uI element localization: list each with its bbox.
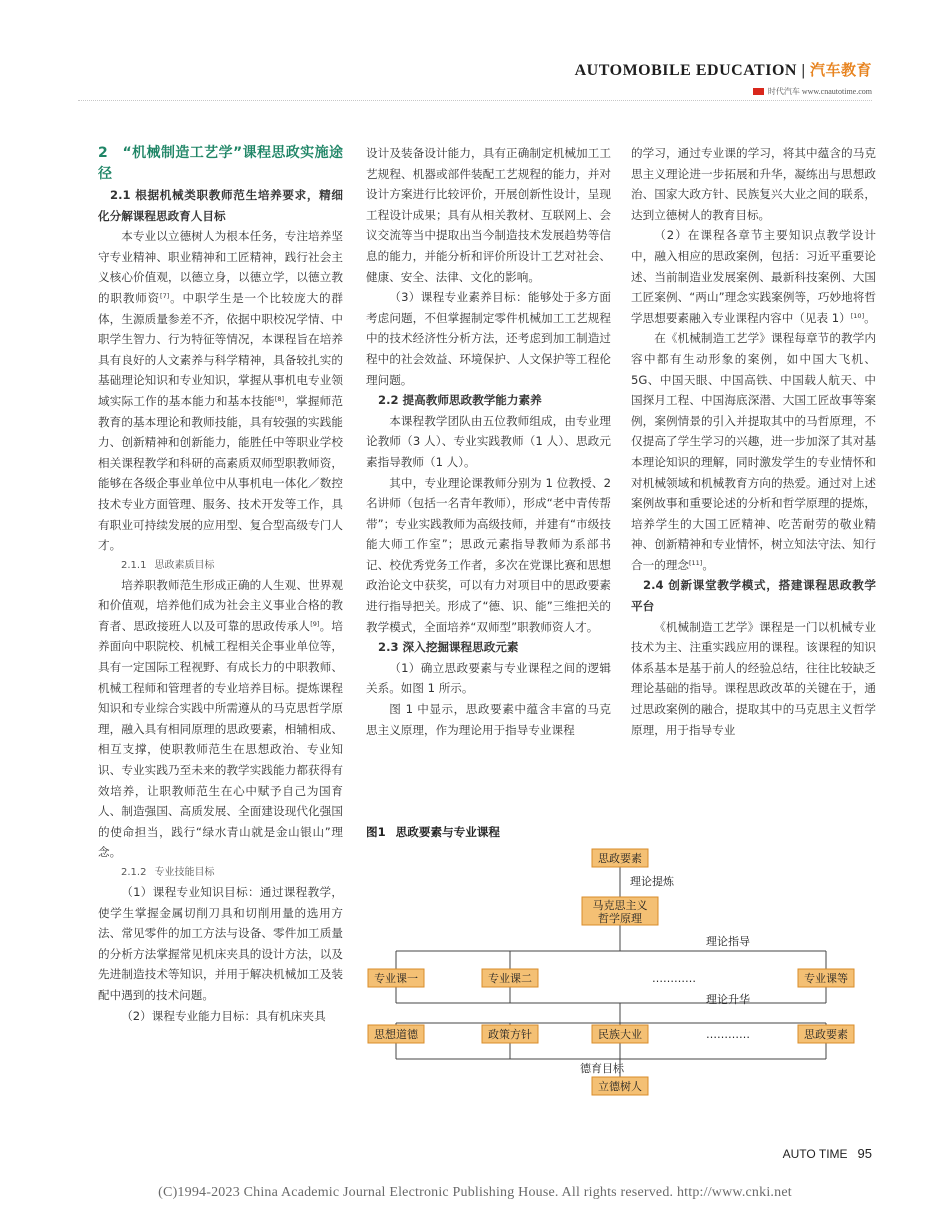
element-label: 思想道德 <box>374 1028 418 1041</box>
header-divider: | <box>801 62 806 79</box>
paragraph: 其中，专业理论课教师分别为 1 位教授、2 名讲师（包括一名青年教师），形成“老中青传帮带”；专业实践教师为高级技师，并建有“市级技能大师工作室”；思政元素指导教师为系部书记、校优秀党务工作者，多次在党课比赛和思想政治论文中获奖，可以有力对项目中的思政要素进行指导把关。形成了“德、识、能”三维把关的教学模式，全面培养“双师型”职教师资人才。 <box>366 475 611 634</box>
element-label: 政策方针 <box>488 1028 532 1041</box>
paragraph: 本专业以立德树人为根本任务，专注培养坚守专业精神、职业精神和工匠精神，践行社会主义核心价值观，以德立身，以德立学，以德立教的职教师资[7]。中职学生是一个比较庞大的群体，生源质量参差不齐，依据中职校况学情、中职学生智力、行为特征等情况，本课程旨在培养具有良好的人文素养与科学精神，具备较扎实的基础理论知识和专业知识，掌握从事机电专业领域实际工作的基本能力和基本技能[8]，掌握师范教育的基本理论和教师技能，具有较强的实践能力、创新精神和创新能力，能胜任中等职业学校相关课程教学和科研的高素质双师型职教师资，能够在各级企事业单位中从事机电一体化／数控技术专业方面管理、服务、技术开发等工作，具有职业可持续发展的应用型、复合型高级专门人才。 <box>98 229 343 553</box>
paragraph: 培养职教师范生形成正确的人生观、世界观和价值观，培养他们成为社会主义事业合格的教育者、思政接班人以及可靠的思政传承人[9]。培养面向中职院校、机械工程相关企事业单位等，具有一定国际工程视野、有成长力的中职教师、机械工程师和管理者的专业培养目标。提炼课程知识和专业综合实践中所需遵从的马克思哲学原理，融入具有相同原理的思政要素，相辅相成、相互支撑，使职教师范生在思想政治、专业知识、专业实践乃至未来的教学实践能力都获得有效培养，让职教师范生在心中赋予自己为国育人、制造强国、高质发展、全面建设现代化强国的使命担当，践行“绿水青山就是金山银山”理念。 <box>98 577 343 860</box>
paragraph: 《机械制造工艺学》课程是一门以机械专业技术为主、注重实践应用的课程。该课程的知识体系基本是基于前人的经验总结，往往比较缺乏理论基础的指导。课程思政改革的关键在于，通过思政案例的融合，提取其中的马克思主义哲学原理，用于指导专业 <box>631 619 876 737</box>
section-heading-2: 2 “机械制造工艺学”课程思政实施途径 <box>98 145 343 182</box>
paragraph: 图 1 中显示，思政要素中蕴含丰富的马克思主义原理，作为理论用于指导专业课程 <box>366 702 611 737</box>
course-label: 专业课二 <box>488 972 532 985</box>
figure-caption: 图1 思政要素与专业课程 <box>366 825 501 839</box>
box-top-label: 思政要素 <box>598 852 642 865</box>
journal-title-cn: 汽车教育 <box>809 61 872 79</box>
label-refine: 理论提炼 <box>630 875 674 888</box>
label-sublimate: 理论升华 <box>706 993 750 1006</box>
subsection-heading-2-3: 2.3 深入挖掘课程思政元素 <box>378 640 519 655</box>
paragraph: 在《机械制造工艺学》课程每章节的教学内容中都有生动形象的案例，如中国大飞机、5G、中国天眼、中国高铁、中国载人航天、中国探月工程、中国海底深潜、大国工匠故事等案例，案例情景的引入并提取其中的马哲原理，不仅提高了学生学习的兴趣，进一步加深了其对基本理论知识的理解，同时激发学生的专业情怀和对机械领域和机械教育方向的热爱。通过对上述案例故事和重要论述的分析和哲学原理的提炼，培养学生的大国工匠精神、吃苦耐劳的敬业精神、创新精神和专业情怀，树立知法守法、知行合一的理念[11]。 <box>631 331 876 572</box>
subsection-heading-2-1: 2.1 根据机械类职教师范生培养要求，精细化分解课程思政育人目标 <box>98 188 343 223</box>
paragraph: 设计及装备设计能力，具有正确制定机械加工工艺规程、机器或部件装配工艺规程的能力，并对设计方案进行比较评价，开展创新性设计，呈现工程设计成果；具有从相关教材、互联网上、会议交流等当中提取出当今制造技术发展趋势等信息的能力，并能分析和评价所设计工艺对社会、健康、安全、法律、文化的影响。 <box>366 146 611 284</box>
paragraph: （1）确立思政要素与专业课程之间的逻辑关系。如图 1 所示。 <box>366 660 611 696</box>
flow-diagram <box>366 845 876 1105</box>
subsection-heading-2-1-2: 2.1.2 专业技能目标 <box>121 867 215 878</box>
page-number: 95 <box>857 1146 872 1161</box>
journal-title-en: AUTOMOBILE EDUCATION <box>574 62 797 79</box>
box-marx-line1: 马克思主义 <box>592 899 648 912</box>
journal-header-title <box>575 59 872 80</box>
box-marx-line2: 哲学原理 <box>598 912 642 925</box>
element-label: 思政要素 <box>804 1028 848 1041</box>
label-goal: 德育目标 <box>580 1062 624 1075</box>
subsection-heading-2-1-1: 2.1.1 思政素质目标 <box>121 559 215 571</box>
footer-label: AUTO TIME <box>782 1147 848 1161</box>
text-column-2 <box>366 143 611 740</box>
page-footer <box>783 1146 872 1161</box>
ellipsis-courses: ………… <box>652 972 696 985</box>
element-label: 民族大业 <box>598 1028 642 1041</box>
label-guide: 理论指导 <box>706 935 750 948</box>
mail-icon <box>753 88 764 95</box>
ellipsis-elements: ………… <box>706 1028 750 1041</box>
paragraph: 的学习，通过专业课的学习，将其中蕴含的马克思主义理论进一步拓展和升华，凝练出与思想政治、国家大政方针、民族复兴大业之间的联系，达到立德树人的教育目标。 <box>631 146 876 222</box>
paragraph: 本课程教学团队由五位教师组成，由专业理论教师（3 人）、专业实践教师（1 人）、思政元素指导教师（1 人）。 <box>366 413 611 469</box>
journal-site-text: 时代汽车 www.cnautotime.com <box>767 87 872 96</box>
paragraph: （3）课程专业素养目标：能够处于多方面考虑问题，不但掌握制定零件机械加工工艺规程中的技术经济性分析方法，还考虑到加工制造过程中的社会效益、环境保护、人文保护等工程伦理问题。 <box>366 290 611 387</box>
journal-site <box>753 86 872 97</box>
paragraph: （2）课程专业能力目标：具有机床夹具 <box>121 1008 326 1023</box>
subsection-heading-2-4: 2.4 创新课堂教学模式，搭建课程思政教学平台 <box>631 578 876 614</box>
text-column-3 <box>631 143 876 740</box>
box-bottom-label: 立德树人 <box>598 1080 642 1093</box>
header-rule <box>78 100 872 101</box>
paragraph: （2）在课程各章节主要知识点教学设计中，融入相应的思政案例，包括：习近平重要论述、当前制造业发展案例、最新科技案例、大国工匠案例、“两山”理念实践案例等，巧妙地将哲学思想要素融入专业课程内容中（见表 1）[10]。 <box>631 228 876 325</box>
course-label: 专业课等 <box>804 972 848 985</box>
diagram-boxes <box>368 849 854 1095</box>
diagram-labels <box>374 851 848 1093</box>
subsection-heading-2-2: 2.2 提高教师思政教学能力素养 <box>378 393 542 408</box>
text-column-1 <box>98 143 343 1026</box>
paragraph: （1）课程专业知识目标：通过课程教学，使学生掌握金属切削刀具和切削用量的选用方法、常见零件的加工方法与设备、零件加工质量的分析方法掌握常见机床夹具的设计方法，以及先进制造技术等知识，并用于解决机械加工及装配中遇到的技术问题。 <box>98 885 343 1002</box>
course-label: 专业课一 <box>374 972 418 985</box>
copyright-watermark: (C)1994-2023 China Academic Journal Electronic Publishing House. All rights reserved. http://www.cnki.net <box>158 1185 792 1200</box>
